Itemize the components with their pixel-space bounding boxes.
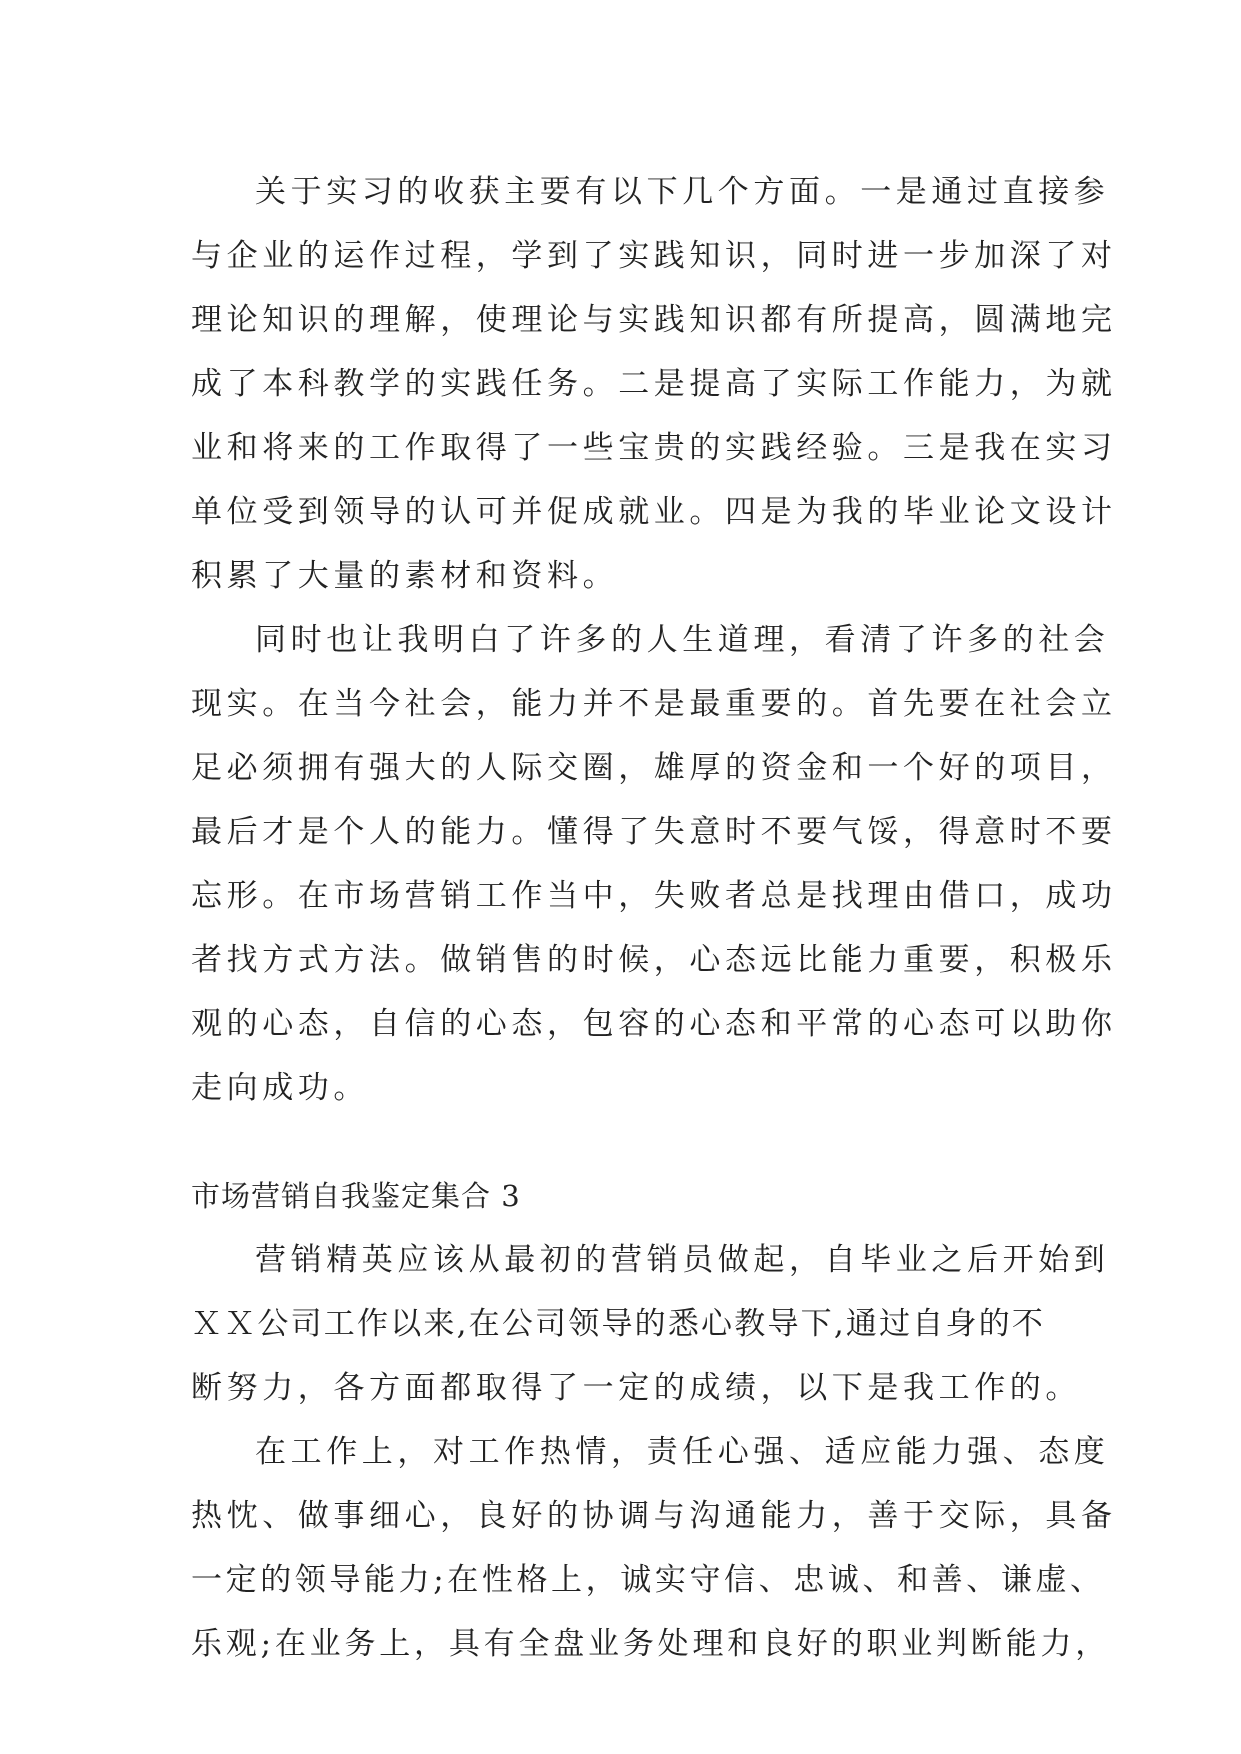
text-line: 者找方式方法。做销售的时候，心态远比能力重要，积极乐: [191, 942, 1117, 978]
section-gap: [191, 1120, 1061, 1164]
text-line: 与企业的运作过程，学到了实践知识，同时进一步加深了对: [191, 238, 1117, 274]
text-line: 忘形。在市场营销工作当中，失败者总是找理由借口，成功: [191, 878, 1117, 914]
text-line: 积累了大量的素材和资料。: [191, 558, 619, 594]
text-line: 最后才是个人的能力。懂得了失意时不要气馁，得意时不要: [191, 814, 1117, 850]
text-line: 断努力，各方面都取得了一定的成绩，以下是我工作的。: [191, 1370, 1081, 1406]
paragraph-career-start: [191, 1228, 1110, 1420]
document-body: [191, 160, 1117, 1676]
text-line: 关于实习的收获主要有以下几个方面。一是通过直接参: [255, 174, 1110, 210]
paragraph-internship-gains: [191, 160, 1117, 608]
text-line: 在工作上，对工作热情，责任心强、适应能力强、态度: [255, 1434, 1110, 1470]
text-line: 同时也让我明白了许多的人生道理，看清了许多的社会: [255, 622, 1110, 658]
text-line: 足必须拥有强大的人际交圈，雄厚的资金和一个好的项目，: [191, 750, 1117, 786]
text-line: 营销精英应该从最初的营销员做起，自毕业之后开始到: [255, 1242, 1110, 1278]
text-line: ＸＸ公司工作以来,在公司领导的悉心教导下,通过自身的不: [191, 1306, 1046, 1342]
text-line: 热忱、做事细心，良好的协调与沟通能力，善于交际，具备: [191, 1498, 1117, 1534]
text-line: 一定的领导能力;在性格上，诚实守信、忠诚、和善、谦虚、: [191, 1562, 1105, 1598]
text-line: 单位受到领导的认可并促成就业。四是为我的毕业论文设计: [191, 494, 1117, 530]
text-line: 成了本科教学的实践任务。二是提高了实际工作能力，为就: [191, 366, 1117, 402]
text-line: 业和将来的工作取得了一些宝贵的实践经验。三是我在实习: [191, 430, 1117, 466]
text-line: 乐观;在业务上，具有全盘业务处理和良好的职业判断能力，: [191, 1626, 1111, 1662]
text-line: 理论知识的理解，使理论与实践知识都有所提高，圆满地完: [191, 302, 1117, 338]
paragraph-life-lessons: [191, 608, 1117, 1120]
text-line: 现实。在当今社会，能力并不是最重要的。首先要在社会立: [191, 686, 1117, 722]
text-line: 观的心态，自信的心态，包容的心态和平常的心态可以助你: [191, 1006, 1117, 1042]
text-line: 走向成功。: [191, 1070, 369, 1106]
paragraph-work-attitude: [191, 1420, 1117, 1676]
section-heading: 市场营销自我鉴定集合 3: [191, 1179, 521, 1213]
